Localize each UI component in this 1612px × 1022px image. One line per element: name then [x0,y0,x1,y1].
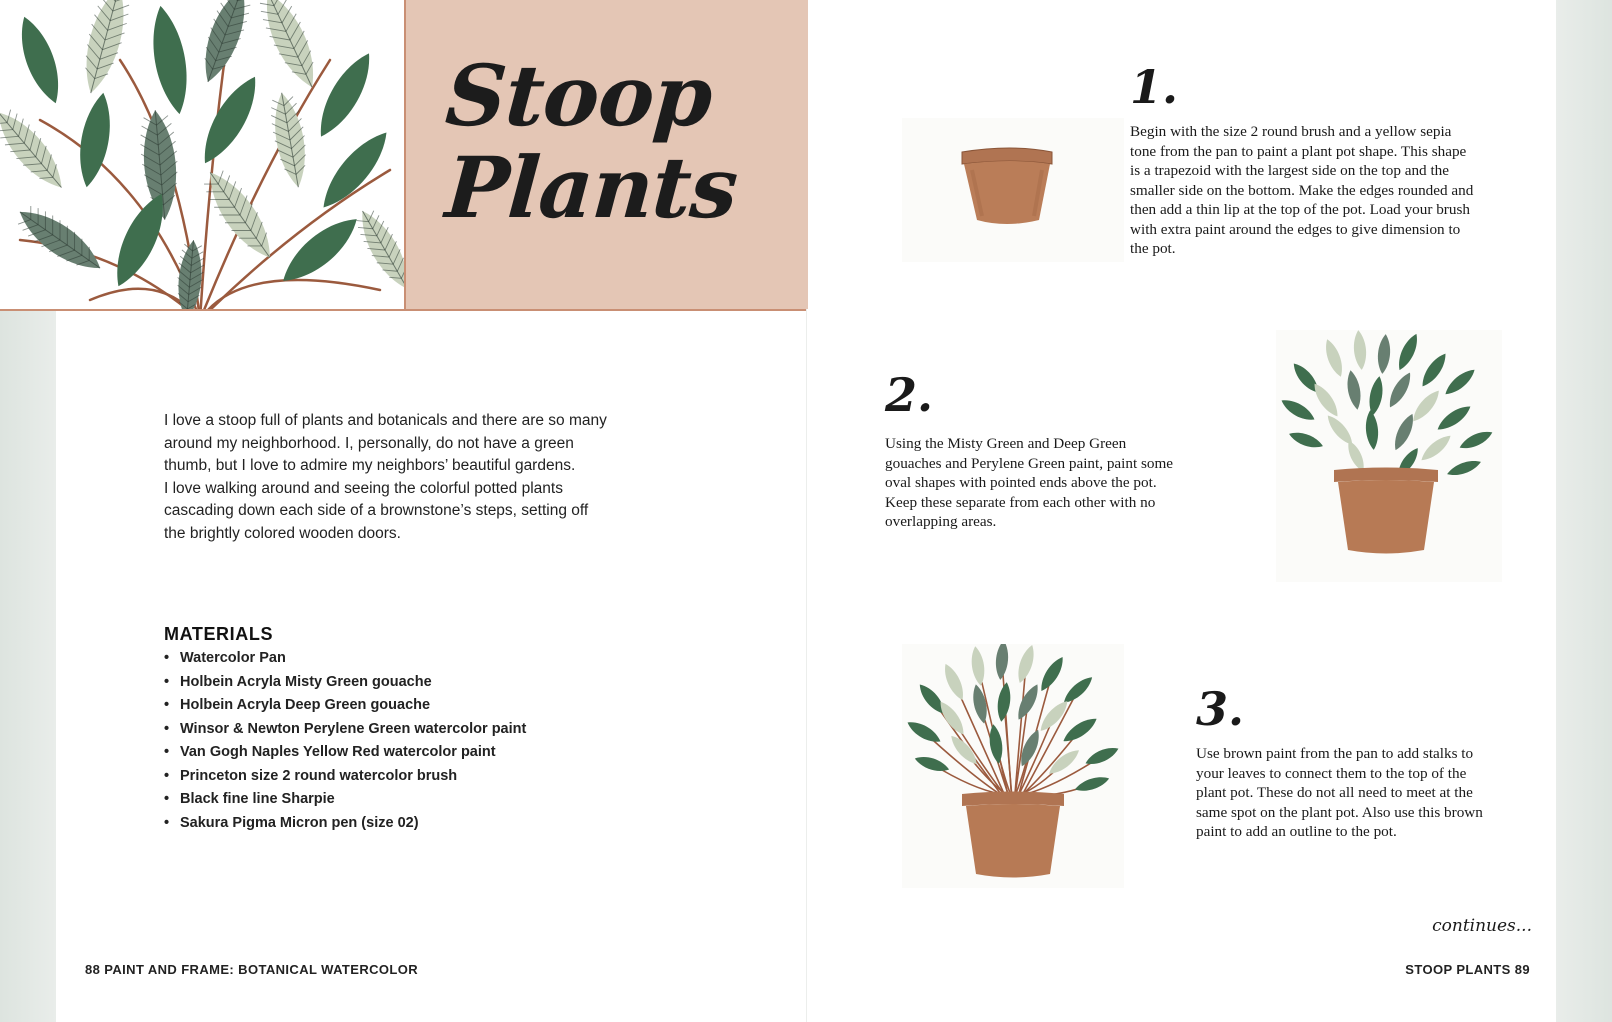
leaf-shape [1073,773,1110,794]
step-line: is a trapezoid with the largest side on the top and the [1130,162,1449,179]
leaf-shape [1352,330,1367,370]
step-line: plant pot. These do not all need to meet at the [1196,784,1473,801]
leaf-shape [1279,395,1318,424]
header-rule [0,309,806,311]
leaf-shape [1322,337,1347,379]
materials-item: • Holbein Acryla Deep Green gouache [164,694,526,718]
step-1-illustration [902,118,1124,262]
leaf-shape [1418,431,1454,464]
materials-list [164,647,526,835]
leaf-shape [1376,334,1391,375]
materials-heading: MATERIALS [164,624,274,644]
step-3-text [1196,744,1536,842]
leaf-shape [940,661,968,702]
leaf-shape [995,681,1012,722]
step-line: oval shapes with pointed ends above the pot. [885,474,1157,491]
leaf-shape [1014,644,1038,685]
intro-line: the brightly colored wooden doors. [164,524,401,542]
leaf-shape [994,644,1009,680]
step-2-number: 2. [885,368,934,422]
leaf-shape [1036,697,1072,735]
materials-item: • Van Gogh Naples Yellow Red watercolor paint [164,741,526,765]
step-line: then add a thin lip at the top of the pot. Load your brush [1130,201,1470,218]
materials-item: • Princeton size 2 round watercolor brush [164,765,526,789]
materials-item: • Sakura Pigma Micron pen (size 02) [164,812,526,836]
leaf-shape [1394,331,1422,372]
leaf-shape [1442,365,1478,398]
intro-line: cascading down each side of a brownstone’s steps, setting off [164,502,589,519]
leaf-shape [905,717,944,746]
step-1-number: 1. [1130,60,1179,114]
step-line: the pot. [1130,240,1176,257]
leaf-shape [1434,402,1474,435]
left-page-footer: 88 PAINT AND FRAME: BOTANICAL WATERCOLOR [85,962,419,977]
stem-stroke [200,280,380,309]
continues-note: continues... [1432,916,1532,936]
leaf-shape [146,3,195,117]
step-line: with extra paint around the edges to give dimension to [1130,220,1461,238]
step-line: Use brown paint from the pan to add stalks to [1196,745,1474,762]
leaf-shape [1385,370,1415,411]
step-line: gouaches and Perylene Green paint, paint some [885,454,1174,472]
leaf-shape [1418,350,1451,390]
step-2-illustration [1276,330,1502,582]
materials-item: • Holbein Acryla Misty Green gouache [164,671,526,695]
intro-line: I love a stoop full of plants and botanicals and there are so many [164,412,607,429]
potted-plant-illustration [902,644,1124,888]
step-line: Keep these separate from each other with no [885,493,1156,511]
page-title-line-1: Stoop [442,46,715,145]
materials-item: • Black fine line Sharpie [164,788,526,812]
leaf-illustration-svg [0,0,404,309]
leaf-shape [1409,387,1444,425]
step-line: Begin with the size 2 round brush and a yellow sepia [1130,123,1452,140]
leaf-shape [73,90,116,189]
step-3-number: 3. [1196,682,1245,736]
leaf-shape [267,90,314,190]
step-line: your leaves to connect them to the top of the [1196,764,1467,782]
step-line: Using the Misty Green and Deep Green [885,435,1127,452]
title-panel [404,0,808,309]
leaf-shape [1013,682,1042,723]
right-page-footer: STOOP PLANTS 89 [1405,962,1530,977]
leaf-shape [350,204,404,296]
intro-line: I love walking around and seeing the colorful potted plants [164,479,563,497]
leaf-shape [987,723,1004,764]
leaf-shape [1364,410,1379,451]
page-title-line-2: Plants [442,138,741,237]
materials-item: • Winsor & Newton Perylene Green watercolor paint [164,718,526,742]
step-line: paint to add an outline to the pot. [1196,823,1397,840]
pot-rim [962,792,1064,807]
pot-illustration [902,118,1124,262]
step-line: tone from the pan to paint a plant pot shape. This shape [1130,142,1467,160]
leaf-shape [0,102,74,198]
leaf-shape [12,12,69,108]
leaf-shape [309,47,380,144]
leaf-shape [274,208,366,292]
leaf-shape [1345,369,1364,410]
leaf-shape [1036,654,1067,694]
step-1-text [1130,122,1530,259]
step-3-illustration [902,644,1124,888]
leaf-shape [193,0,258,88]
leaf-shape [969,645,986,686]
stem-stroke [20,240,200,309]
materials-item: • Watercolor Pan [164,647,526,671]
pot-rim [1334,468,1438,483]
leaf-shape [193,70,268,171]
step-line: overlapping areas. [885,513,997,530]
leaf-shape [74,0,135,98]
leaf-shape [313,124,397,216]
leaf-shape [1367,375,1386,416]
leaf-shape [1445,457,1482,479]
leaf-shape [1287,429,1325,452]
leaf-shape [1457,427,1494,452]
leaf-shape [196,163,284,268]
pot-body [1338,480,1434,554]
step-line: smaller side on the bottom. Make the edges rounded and [1130,181,1474,199]
intro-line: around my neighborhood. I, personally, do not have a green [164,434,574,452]
pot-body [966,804,1060,878]
intro-line: thumb, but I love to admire my neighbors’ beautiful gardens. [164,457,576,474]
leaf-shape [1060,714,1100,746]
plant-leaves-illustration [1276,330,1502,582]
step-2-text [885,434,1255,532]
right-page-edge [1556,0,1612,1022]
step-line: same spot on the plant pot. Also use this brown [1196,803,1483,821]
left-page-edge [0,310,56,1022]
leaf-header-illustration [0,0,404,309]
intro-paragraph [164,410,654,545]
